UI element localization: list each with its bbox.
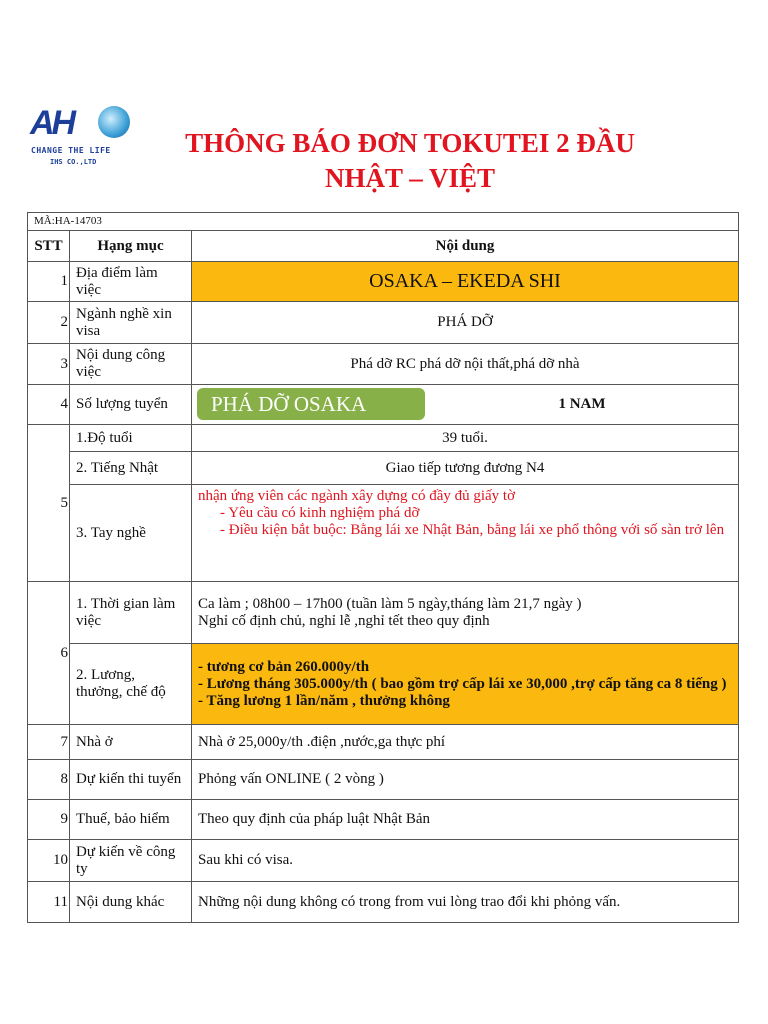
item: Thuế, bảo hiểm bbox=[70, 800, 192, 840]
logo-tagline: CHANGE THE LIFE bbox=[31, 146, 111, 155]
stt: 5 bbox=[28, 425, 70, 582]
stt: 6 bbox=[28, 582, 70, 725]
job-code: MÃ:HA-14703 bbox=[28, 213, 739, 231]
content: PHÁ DỠ bbox=[192, 302, 739, 344]
line: - Lương tháng 305.000y/th ( bao gồm trợ cấp lái xe 30,000 ,trợ cấp tăng ca 8 tiếng ) bbox=[198, 675, 727, 692]
stt: 7 bbox=[28, 725, 70, 760]
stt: 2 bbox=[28, 302, 70, 344]
item: Nhà ở bbox=[70, 725, 192, 760]
content: Nhà ở 25,000y/th .điện ,nước,ga thực phí bbox=[192, 725, 739, 760]
content: Giao tiếp tương đương N4 bbox=[192, 452, 739, 485]
item: 3. Tay nghề bbox=[70, 485, 192, 582]
item: Nội dung công việc bbox=[70, 344, 192, 385]
content: Phá dỡ RC phá dỡ nội thất,phá dỡ nhà bbox=[192, 344, 739, 385]
stt: 8 bbox=[28, 760, 70, 800]
line: - Tăng lương 1 lần/năm , thưởng không bbox=[198, 692, 450, 709]
line: - tương cơ bản 260.000y/th bbox=[198, 658, 370, 675]
company-logo bbox=[28, 104, 132, 170]
item: 2. Tiếng Nhật bbox=[70, 452, 192, 485]
item: Dự kiến về công ty bbox=[70, 840, 192, 882]
content: Phỏng vấn ONLINE ( 2 vòng ) bbox=[192, 760, 739, 800]
page-title: THÔNG BÁO ĐƠN TOKUTEI 2 ĐẦU bbox=[185, 128, 635, 158]
globe-icon bbox=[98, 106, 130, 138]
logo-mark: AH bbox=[30, 104, 74, 142]
content: Theo quy định của pháp luật Nhật Bản bbox=[192, 800, 739, 840]
job-table bbox=[27, 212, 739, 923]
skill-content bbox=[192, 485, 739, 582]
item: Số lượng tuyển bbox=[70, 385, 192, 425]
item: Địa điểm làm việc bbox=[70, 262, 192, 302]
item: Ngành nghề xin visa bbox=[70, 302, 192, 344]
item: Nội dung khác bbox=[70, 882, 192, 923]
logo-company: IHS CO.,LTD bbox=[50, 158, 97, 166]
page-subtitle: NHẬT – VIỆT bbox=[324, 163, 496, 193]
stt: 11 bbox=[28, 882, 70, 923]
line: Nghỉ cố định chủ, nghỉ lễ ,nghỉ tết theo quy định bbox=[198, 612, 490, 629]
header-stt: STT bbox=[28, 231, 70, 262]
stt: 9 bbox=[28, 800, 70, 840]
watermark-overlay: PHÁ DỠ OSAKA bbox=[197, 388, 425, 420]
line: Ca làm ; 08h00 – 17h00 (tuần làm 5 ngày,tháng làm 21,7 ngày ) bbox=[198, 595, 582, 612]
stt: 4 bbox=[28, 385, 70, 425]
skill-intro: nhận ứng viên các ngành xây dựng có đầy đủ giấy tờ bbox=[198, 488, 516, 504]
item: Dự kiến thi tuyển bbox=[70, 760, 192, 800]
list-item: - Yêu cầu có kinh nghiệm phá dỡ bbox=[220, 505, 420, 521]
location: OSAKA – EKEDA SHI bbox=[192, 262, 739, 302]
stt: 1 bbox=[28, 262, 70, 302]
content: Những nội dung không có trong from vui lòng trao đổi khi phỏng vấn. bbox=[192, 882, 739, 923]
content: 39 tuổi. bbox=[192, 425, 739, 452]
stt: 3 bbox=[28, 344, 70, 385]
item: 2. Lương, thưởng, chế độ bbox=[70, 644, 192, 725]
content bbox=[192, 582, 739, 644]
salary-content bbox=[192, 644, 739, 725]
item: 1.Độ tuổi bbox=[70, 425, 192, 452]
header-content: Nội dung bbox=[192, 231, 739, 262]
item: 1. Thời gian làm việc bbox=[70, 582, 192, 644]
stt: 10 bbox=[28, 840, 70, 882]
content: Sau khi có visa. bbox=[192, 840, 739, 882]
content: 1 NAM bbox=[192, 385, 739, 425]
list-item: - Điều kiện bắt buộc: Bằng lái xe Nhật Bản, bằng lái xe phổ thông với số sàn trở lên bbox=[220, 522, 725, 538]
header-item: Hạng mục bbox=[70, 231, 192, 262]
